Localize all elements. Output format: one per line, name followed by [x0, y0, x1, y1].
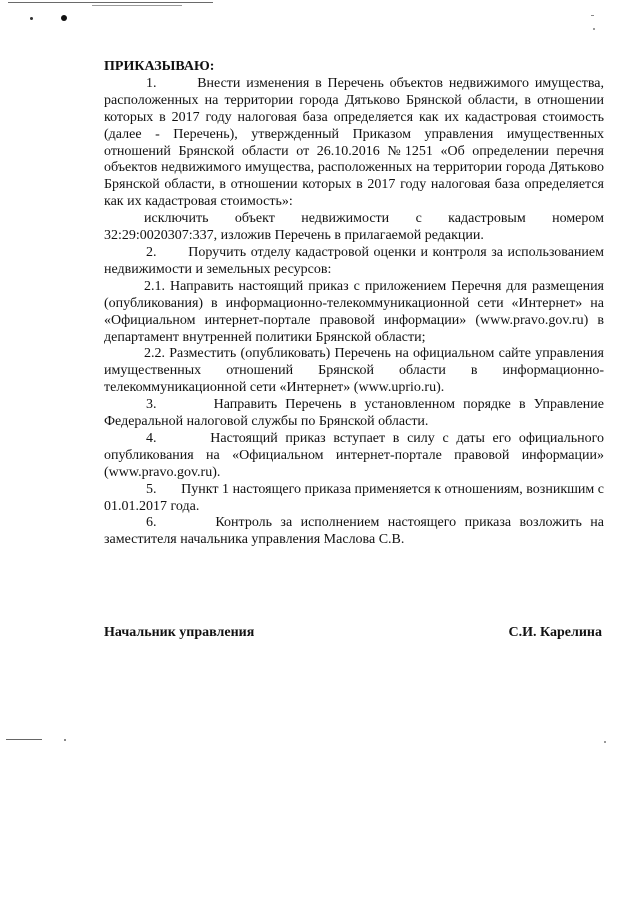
order-paragraph-1-exclusion: исключить объект недвижимости с кадастровым номером 32:29:0020307:337, изложив Перечень в прилагаемой редакции. — [104, 211, 604, 244]
order-paragraph-6: 6. Контроль за исполнением настоящего приказа возложить на заместителя начальника управления Маслова С.В. — [104, 515, 604, 548]
scan-artifact-dot — [64, 739, 66, 741]
order-paragraph-2-2: 2.2. Разместить (опубликовать) Перечень на официальном сайте управления имущественных отношений Брянской области в информационно-телекоммуникационной сети «Интернет» (www.uprio.ru). — [104, 346, 604, 396]
signature-block — [104, 624, 602, 641]
scan-artifact-dot — [604, 741, 606, 743]
scan-artifact-line — [6, 739, 42, 740]
scan-artifact-dot — [61, 15, 67, 21]
order-body — [104, 59, 604, 549]
order-paragraph-4: 4. Настоящий приказ вступает в силу с даты его официального опубликования на «Официальном интернет-портале правовой информации» (www.pravo.gov.ru). — [104, 430, 604, 480]
scan-artifact-dot — [30, 17, 33, 20]
scan-artifact-mark — [591, 15, 594, 16]
scan-artifact-line — [8, 2, 213, 3]
order-paragraph-2-1: 2.1. Направить настоящий приказ с приложением Перечня для размещения (опубликования) в информационно-телекоммуникационной сети «Интернет» на «Официальном интернет-портале правовой информации» (www.pravo.gov.ru) в департамент внутренней политики Брянской области; — [104, 278, 604, 345]
order-paragraph-2: 2. Поручить отделу кадастровой оценки и контроля за использованием недвижимости и земельных ресурсов: — [104, 244, 604, 277]
scan-artifact-line — [92, 5, 182, 6]
signatory-name: С.И. Карелина — [508, 625, 602, 640]
scan-artifact-mark — [593, 28, 595, 30]
order-paragraph-5: 5. Пункт 1 настоящего приказа применяется к отношениям, возникшим с 01.01.2017 года. — [104, 481, 604, 514]
order-paragraph-1: 1. Внести изменения в Перечень объектов недвижимого имущества, расположенных на территории города Дятьково Брянской области, в отношении которых в 2017 году налоговая база определяется как их кадастровая стоимость (далее - Перечень), утвержденный Приказом управления имущественных отношений Брянской области от 26.10.2016 №1251 «Об определении перечня объектов недвижимого имущества, расположенных на территории города Дятьково Брянской области, в отношении которых в 2017 году налоговая база определяется как их кадастровая стоимость»: — [104, 75, 604, 210]
signatory-position: Начальник управления — [104, 625, 255, 640]
order-heading: ПРИКАЗЫВАЮ: — [104, 59, 215, 74]
order-paragraph-3: 3. Направить Перечень в установленном порядке в Управление Федеральной налоговой службы по Брянской области. — [104, 397, 604, 430]
